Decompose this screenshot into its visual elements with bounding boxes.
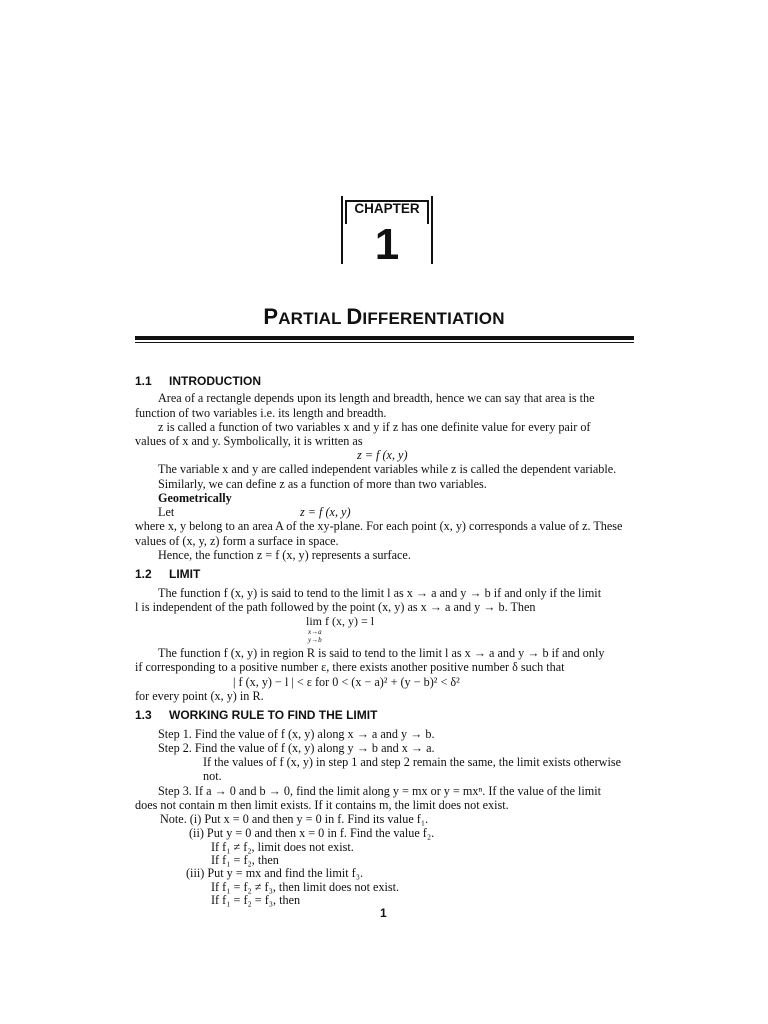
paragraph-line: Let [158,505,175,519]
title-rule-thin [135,342,634,343]
paragraph-line: l is independent of the path followed by the point (x, y) as x → a and y → b. Then [135,600,536,614]
title-cap-1: P [263,304,279,329]
section-heading-working-rule: 1.3 WORKING RULE TO FIND THE LIMIT [135,708,378,722]
paragraph-line: where x, y belong to an area A of the xy-plane. For each point (x, y) corresponds a value of z. These [135,519,623,533]
paragraph-line: not. [203,769,222,783]
note-line: (ii) Put y = 0 and then x = 0 in f. Find the value f₂. [189,826,435,840]
paragraph-line: values of (x, y, z) form a surface in space. [135,534,339,548]
note-line: If f₁ ≠ f₂, limit does not exist. [211,840,354,854]
paragraph-line: for every point (x, y) in R. [135,689,264,703]
limit-expression: lim f (x, y) = l [306,614,375,628]
section-heading-limit: 1.2 LIMIT [135,567,201,581]
page-number: 1 [380,906,387,920]
limit-subscript: x→a [308,628,322,636]
inequality: | f (x, y) − l | < ε for 0 < (x − a)² + (y − b)² < δ² [233,675,460,689]
step-3: Step 3. If a → 0 and b → 0, find the limit along y = mx or y = mxⁿ. If the value of the limit [158,784,602,798]
title-cap-2: D [346,304,363,329]
paragraph-line: Hence, the function z = f (x, y) represents a surface. [158,548,411,562]
paragraph-line: The function f (x, y) is said to tend to the limit l as x → a and y → b if and only if the limit [158,586,602,600]
note-line: If f₁ = f₂ = f₃, then [211,893,301,907]
equation: z = f (x, y) [357,448,408,462]
subheading-geometrically: Geometrically [158,491,232,505]
note-line: If f₁ = f₂, then [211,853,279,867]
note-line: Note. (i) Put x = 0 and then y = 0 in f. Find its value f₁. [160,812,429,826]
paragraph-line: function of two variables i.e. its length and breadth. [135,406,387,420]
paragraph-line: If the values of f (x, y) in step 1 and step 2 remain the same, the limit exists otherwise [203,755,621,769]
equation: z = f (x, y) [300,505,351,519]
title-rest-2: IFFERENTIATION [362,309,505,328]
paragraph-line: does not contain m then limit exists. If it contains m, the limit does not exist. [135,798,509,812]
paragraph-line: if corresponding to a positive number ε, there exists another positive number δ such that [135,660,565,674]
paragraph-line: Area of a rectangle depends upon its length and breadth, hence we can say that area is the [158,391,595,405]
limit-subscript: y→b [308,636,322,644]
paragraph-line: values of x and y. Symbolically, it is written as [135,434,363,448]
paragraph-line: Similarly, we can define z as a function of more than two variables. [158,477,487,491]
title-rest-1: ARTIAL [278,309,347,328]
note-line: (iii) Put y = mx and find the limit f₃. [186,866,363,880]
paragraph-line: z is called a function of two variables x and y if z has one definite value for every pair of [158,420,591,434]
note-line: If f₁ = f₂ ≠ f₃, then limit does not exist. [211,880,400,894]
section-heading-introduction: 1.1 INTRODUCTION [135,374,261,388]
chapter-number: 1 [374,220,400,269]
paragraph-line: The function f (x, y) in region R is said to tend to the limit l as x → a and y → b if and only [158,646,605,660]
chapter-title [0,304,768,330]
step-2: Step 2. Find the value of f (x, y) along y → b and x → a. [158,741,435,755]
chapter-label: CHAPTER [354,201,420,216]
title-rule-thick [135,336,634,340]
paragraph-line: The variable x and y are called independent variables while z is called the dependent variable. [158,462,617,476]
step-1: Step 1. Find the value of f (x, y) along x → a and y → b. [158,727,435,741]
